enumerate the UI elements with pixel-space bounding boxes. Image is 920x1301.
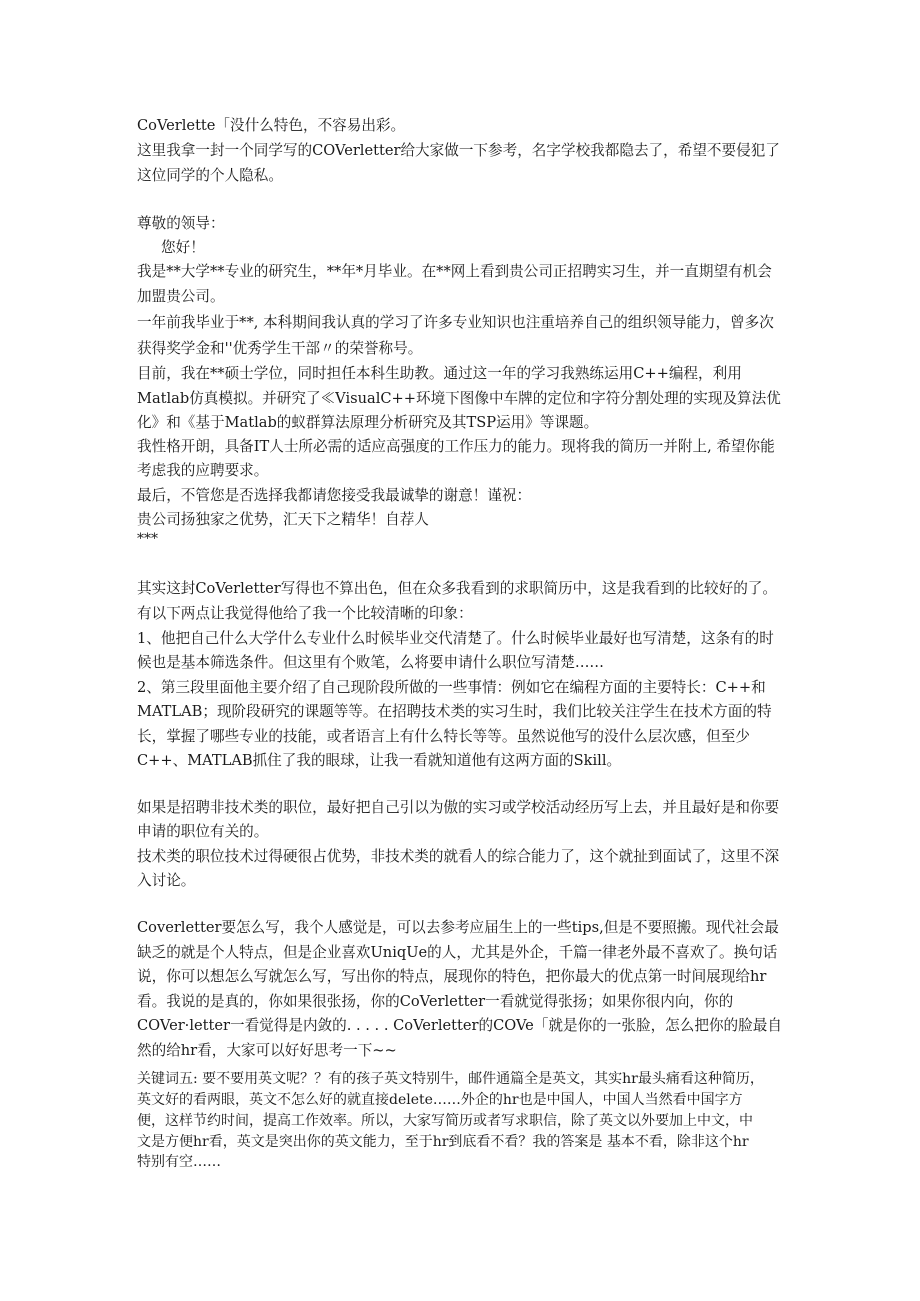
commentary-line: 特别有空…… (137, 1154, 221, 1170)
commentary-line: 1、他把自己什么大学什么专业什么时候毕业交代清楚了。什么时候毕业最好也写清楚，这条有的时 (137, 630, 774, 647)
commentary-line: 说，你可以想怎么写就怎么写，写出你的特点，展现你的特色，把你最大的优点第一时间展现给hr (137, 968, 767, 985)
commentary-line: 长，掌握了哪些专业的技能，或者语言上有什么特长等等。虽然说他写的没什么层次感，但至少 (137, 728, 750, 745)
letter-line: 我是**大学**专业的研究生，**年*月毕业。在**网上看到贵公司正招聘实习生，并一直期望有机会 (137, 263, 772, 280)
letter-line: 我性格开朗，具备IT人士所必需的适应高强度的工作压力的能力。现将我的简历一并附上, 希望你能 (137, 438, 775, 455)
commentary-line: 有以下两点让我觉得他给了我一个比较清晰的印象： (137, 605, 473, 622)
letter-salutation: 尊敬的领导： (137, 215, 225, 232)
commentary-line: 2、第三段里面他主要介绍了自己现阶段所做的一些事情：例如它在编程方面的主要特长：C++和 (137, 679, 766, 696)
commentary-line: 英文好的看两眼，英文不怎么好的就直接delete……外企的hr也是中国人，中国人当然看中国字方 (137, 1092, 743, 1108)
commentary-line: 入讨论。 (137, 872, 196, 889)
commentary-line: 其实这封CoVerletter写得也不算出色，但在众多我看到的求职简历中，这是我看到的比较好的了。 (137, 580, 777, 597)
commentary-line: 然的给hr看，大家可以好好思考一下~~ (137, 1042, 397, 1059)
commentary-line: MATLAB；现阶段研究的课题等等。在招聘技术类的实习生时，我们比较关注学生在技术方面的特 (137, 703, 772, 720)
letter-line: 最后，不管您是否选择我都请您接受我最诚挚的谢意！谨祝： (137, 487, 532, 504)
letter-line: 贵公司扬独家之优势，汇天下之精华！自荐人 (137, 511, 429, 528)
commentary-line: 缺乏的就是个人特点，但是企业喜欢UniqUe的人，尤其是外企，千篇一律老外最不喜欢了。换句话 (137, 944, 778, 961)
letter-line: 获得奖学金和''优秀学生干部〃的荣誉称号。 (137, 340, 423, 357)
letter-line: 加盟贵公司。 (137, 288, 225, 305)
intro-line: 这位同学的个人隐私。 (137, 167, 283, 184)
letter-line: 考虑我的应聘要求。 (137, 462, 269, 479)
letter-signature: *** (137, 531, 158, 547)
commentary-line: 技术类的职位技术过得硬很占优势，非技术类的就看人的综合能力了，这个就扯到面试了，这里不深 (137, 848, 780, 865)
letter-line: 化》和《基于Matlab的蚁群算法原理分析研究及其TSP运用》等课题。 (137, 414, 599, 431)
commentary-line: 文是方便hr看，英文是突出你的英文能力，至于hr到底看不看？我的答案是 基本不看，除非这个hr (137, 1134, 749, 1150)
commentary-line: 关键词五: 要不要用英文呢？？有的孩子英文特别牛，邮件通篇全是英文，其实hr最头痛看这种简历， (137, 1071, 764, 1087)
commentary-line: 便，这样节约时间，提高工作效率。所以，大家写简历或者写求职信，除了英文以外要加上中文，中 (137, 1113, 753, 1129)
intro-line: 这里我拿一封一个同学写的COVerletter给大家做一下参考，名字学校我都隐去了，希望不要侵犯了 (137, 142, 780, 159)
commentary-line: 看。我说的是真的，你如果很张扬，你的CoVerletter一看就觉得张扬；如果你很内向，你的 (137, 993, 734, 1010)
letter-line: Matlab仿真模拟。并研究了≪VisualC++环境下图像中车牌的定位和字符分割处理的实现及算法优 (137, 390, 781, 407)
commentary-line: Coverletter要怎么写，我个人感觉是，可以去参考应届生上的一些tips,但是不要照搬。现代社会最 (137, 919, 779, 936)
commentary-line: 候也是基本筛选条件。但这里有个败笔，么将要申请什么职位写清楚…… (137, 654, 605, 671)
letter-greeting: 您好！ (161, 239, 205, 256)
commentary-line: 如果是招聘非技术类的职位，最好把自己引以为傲的实习或学校活动经历写上去，并且最好是和你要 (137, 799, 780, 816)
intro-line: CoVerlette「没什么特色，不容易出彩。 (137, 117, 406, 134)
letter-line: 目前，我在**硕士学位，同时担任本科生助教。通过这一年的学习我熟练运用C++编程，利用 (137, 365, 742, 382)
letter-line: 一年前我毕业于**, 本科期间我认真的学习了许多专业知识也注重培养自己的组织领导能力，曾多次 (137, 314, 774, 331)
commentary-line: 申请的职位有关的。 (137, 823, 269, 840)
commentary-line: C++、MATLAB抓住了我的眼球，让我一看就知道他有这两方面的Skill。 (137, 752, 622, 769)
commentary-line: COVer·letter一看觉得是内敛的. . . . . CoVerletter的COVe「就是你的一张脸，怎么把你的脸最自 (137, 1017, 782, 1034)
